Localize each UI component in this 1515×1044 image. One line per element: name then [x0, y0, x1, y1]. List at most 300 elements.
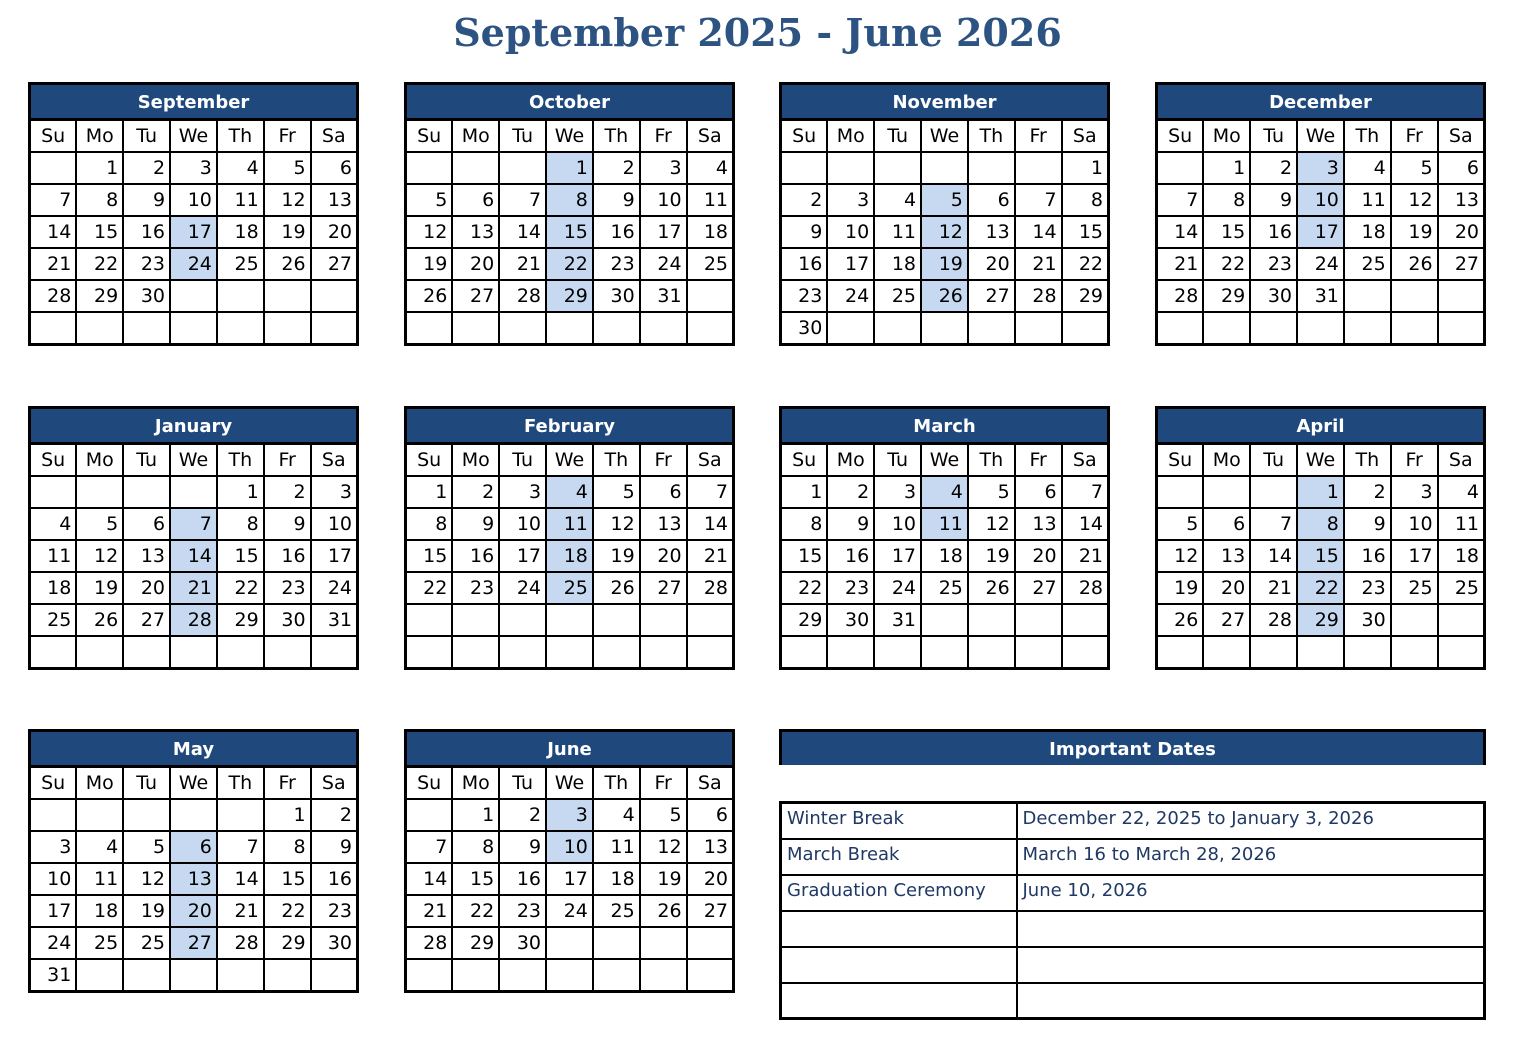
day-cell: 13 — [170, 863, 217, 895]
weekday-label: Sa — [687, 767, 734, 800]
important-date-label — [781, 947, 1017, 983]
day-cell: 28 — [1015, 280, 1062, 312]
day-cell: 29 — [546, 280, 593, 312]
weekday-label: Su — [406, 120, 453, 153]
day-cell: 26 — [921, 280, 968, 312]
weekday-label: Th — [217, 767, 264, 800]
weekday-label: Tu — [1250, 444, 1297, 477]
month-october — [404, 82, 735, 346]
weekday-label: Th — [593, 444, 640, 477]
week-row — [406, 216, 734, 248]
day-cell: 26 — [264, 248, 311, 280]
day-cell: 2 — [1344, 476, 1391, 508]
day-cell: 29 — [76, 280, 123, 312]
day-cell: 23 — [123, 248, 170, 280]
day-cell: 26 — [1391, 248, 1438, 280]
day-cell: 28 — [406, 927, 453, 959]
month-september — [28, 82, 359, 346]
day-cell: 30 — [264, 604, 311, 636]
day-cell — [406, 312, 453, 344]
week-row — [781, 604, 1109, 636]
day-cell — [76, 636, 123, 668]
day-cell — [1438, 636, 1485, 668]
day-cell — [1015, 152, 1062, 184]
week-row — [781, 248, 1109, 280]
day-cell — [640, 604, 687, 636]
important-date-label — [781, 983, 1017, 1019]
important-date-value — [1017, 983, 1485, 1019]
important-date-row — [781, 911, 1485, 947]
day-cell — [1015, 312, 1062, 345]
day-cell — [170, 312, 217, 344]
week-row — [1157, 572, 1485, 604]
week-row — [406, 248, 734, 280]
day-cell: 16 — [781, 248, 828, 280]
day-cell — [30, 799, 77, 831]
week-row — [406, 508, 734, 540]
day-cell: 12 — [76, 540, 123, 572]
day-cell: 22 — [452, 895, 499, 927]
day-cell: 30 — [499, 927, 546, 959]
day-cell: 17 — [1297, 216, 1344, 248]
weekday-label: Mo — [452, 767, 499, 800]
day-cell — [1391, 636, 1438, 668]
week-row — [781, 476, 1109, 508]
day-cell: 29 — [452, 927, 499, 959]
day-cell: 12 — [640, 831, 687, 863]
day-cell: 14 — [30, 216, 77, 248]
day-cell: 23 — [593, 248, 640, 280]
day-cell: 9 — [499, 831, 546, 863]
day-cell — [217, 312, 264, 344]
weekday-label: Th — [217, 120, 264, 153]
week-row — [30, 927, 358, 959]
day-cell — [452, 312, 499, 344]
day-cell: 30 — [593, 280, 640, 312]
week-row — [781, 508, 1109, 540]
month-february — [404, 406, 735, 670]
day-cell — [1391, 312, 1438, 344]
day-cell — [1344, 312, 1391, 344]
day-cell: 9 — [781, 216, 828, 248]
day-cell: 20 — [968, 248, 1015, 280]
day-cell: 11 — [874, 216, 921, 248]
month-grid — [404, 765, 735, 993]
day-cell — [264, 280, 311, 312]
day-cell: 5 — [921, 184, 968, 216]
day-cell: 6 — [311, 152, 358, 184]
week-row — [30, 604, 358, 636]
week-row — [781, 572, 1109, 604]
day-cell — [640, 312, 687, 344]
day-cell — [1250, 312, 1297, 344]
day-cell — [1157, 476, 1204, 508]
day-cell: 1 — [546, 152, 593, 184]
weekday-label: Fr — [264, 120, 311, 153]
day-cell: 9 — [1250, 184, 1297, 216]
day-cell: 14 — [1250, 540, 1297, 572]
day-cell: 1 — [1297, 476, 1344, 508]
day-cell: 8 — [1297, 508, 1344, 540]
day-cell — [76, 959, 123, 992]
day-cell: 30 — [827, 604, 874, 636]
day-cell: 18 — [687, 216, 734, 248]
day-cell: 4 — [1344, 152, 1391, 184]
day-cell: 7 — [499, 184, 546, 216]
day-cell: 8 — [1203, 184, 1250, 216]
week-row — [406, 540, 734, 572]
weekday-label: Fr — [1391, 444, 1438, 477]
month-name: October — [404, 82, 735, 118]
day-cell: 15 — [217, 540, 264, 572]
day-cell: 19 — [968, 540, 1015, 572]
weekday-label: Fr — [640, 767, 687, 800]
day-cell — [311, 636, 358, 668]
day-cell: 20 — [123, 572, 170, 604]
day-cell: 25 — [123, 927, 170, 959]
day-cell: 20 — [452, 248, 499, 280]
day-cell: 1 — [406, 476, 453, 508]
important-date-label — [781, 911, 1017, 947]
weekday-label: Mo — [1203, 444, 1250, 477]
day-cell: 30 — [781, 312, 828, 345]
week-row — [406, 959, 734, 991]
weekday-label: We — [546, 767, 593, 800]
day-cell — [1015, 604, 1062, 636]
day-cell: 3 — [30, 831, 77, 863]
important-dates-heading: Important Dates — [779, 729, 1486, 765]
day-cell — [1157, 152, 1204, 184]
month-grid — [28, 442, 359, 670]
day-cell: 31 — [1297, 280, 1344, 312]
day-cell: 24 — [499, 572, 546, 604]
day-cell: 23 — [1344, 572, 1391, 604]
day-cell: 9 — [593, 184, 640, 216]
day-cell: 7 — [1062, 476, 1109, 508]
weekday-label: Sa — [1438, 444, 1485, 477]
day-cell: 18 — [921, 540, 968, 572]
day-cell — [123, 476, 170, 508]
day-cell — [76, 476, 123, 508]
day-cell: 12 — [593, 508, 640, 540]
day-cell: 21 — [170, 572, 217, 604]
day-cell: 2 — [499, 799, 546, 831]
important-dates-panel — [779, 729, 1486, 1020]
month-march — [779, 406, 1110, 670]
day-cell: 11 — [593, 831, 640, 863]
day-cell: 22 — [546, 248, 593, 280]
weekday-label: Mo — [827, 120, 874, 153]
month-grid — [404, 442, 735, 670]
day-cell: 14 — [499, 216, 546, 248]
page-title: September 2025 - June 2026 — [453, 10, 1062, 55]
day-cell: 21 — [217, 895, 264, 927]
day-cell: 24 — [30, 927, 77, 959]
day-cell — [593, 927, 640, 959]
day-cell: 28 — [1250, 604, 1297, 636]
day-cell: 18 — [30, 572, 77, 604]
weekday-label: Tu — [123, 120, 170, 153]
weekday-label: Tu — [499, 120, 546, 153]
weekday-label: Tu — [874, 120, 921, 153]
important-date-label: March Break — [781, 839, 1017, 875]
day-cell: 27 — [968, 280, 1015, 312]
day-cell — [452, 604, 499, 636]
month-grid — [28, 765, 359, 993]
week-row — [406, 895, 734, 927]
day-cell: 11 — [687, 184, 734, 216]
day-cell: 11 — [546, 508, 593, 540]
day-cell: 5 — [123, 831, 170, 863]
day-cell: 17 — [499, 540, 546, 572]
week-row — [30, 152, 358, 184]
day-cell: 25 — [1438, 572, 1485, 604]
weekday-label: Sa — [311, 120, 358, 153]
day-cell: 1 — [1062, 152, 1109, 184]
day-cell — [874, 312, 921, 345]
day-cell: 15 — [76, 216, 123, 248]
day-cell: 23 — [827, 572, 874, 604]
day-cell: 12 — [1391, 184, 1438, 216]
day-cell: 3 — [1391, 476, 1438, 508]
week-row — [30, 280, 358, 312]
day-cell: 19 — [123, 895, 170, 927]
month-name: January — [28, 406, 359, 442]
important-date-row — [781, 875, 1485, 911]
day-cell: 10 — [874, 508, 921, 540]
weekday-label: Tu — [499, 444, 546, 477]
week-row — [30, 184, 358, 216]
day-cell: 9 — [311, 831, 358, 863]
week-row — [1157, 476, 1485, 508]
day-cell — [640, 636, 687, 668]
day-cell: 5 — [1391, 152, 1438, 184]
day-cell — [264, 636, 311, 668]
day-cell — [874, 636, 921, 668]
weekday-label: We — [1297, 444, 1344, 477]
day-cell: 2 — [264, 476, 311, 508]
day-cell — [687, 636, 734, 668]
day-cell: 15 — [1203, 216, 1250, 248]
week-row — [30, 895, 358, 927]
day-cell — [546, 636, 593, 668]
month-name: December — [1155, 82, 1486, 118]
day-cell: 16 — [593, 216, 640, 248]
important-date-row — [781, 983, 1485, 1019]
day-cell: 22 — [406, 572, 453, 604]
day-cell: 21 — [1015, 248, 1062, 280]
day-cell — [1438, 312, 1485, 344]
day-cell: 29 — [1203, 280, 1250, 312]
day-cell: 22 — [1062, 248, 1109, 280]
weekday-label: Mo — [452, 120, 499, 153]
day-cell — [1250, 476, 1297, 508]
day-cell: 15 — [1062, 216, 1109, 248]
month-may — [28, 729, 359, 993]
day-cell — [76, 312, 123, 344]
weekday-label: We — [921, 120, 968, 153]
day-cell: 13 — [968, 216, 1015, 248]
week-row — [30, 476, 358, 508]
day-cell — [311, 959, 358, 992]
week-row — [30, 312, 358, 344]
day-cell: 1 — [264, 799, 311, 831]
day-cell — [123, 799, 170, 831]
day-cell: 17 — [170, 216, 217, 248]
weekday-label: Sa — [687, 120, 734, 153]
day-cell: 23 — [1250, 248, 1297, 280]
day-cell: 27 — [1203, 604, 1250, 636]
month-name: September — [28, 82, 359, 118]
day-cell: 20 — [687, 863, 734, 895]
day-cell: 14 — [1157, 216, 1204, 248]
weekday-label: Su — [30, 120, 77, 153]
day-cell — [499, 152, 546, 184]
day-cell — [921, 604, 968, 636]
day-cell: 27 — [640, 572, 687, 604]
day-cell: 20 — [311, 216, 358, 248]
day-cell: 21 — [499, 248, 546, 280]
day-cell — [1250, 636, 1297, 668]
weekday-label: Th — [968, 444, 1015, 477]
day-cell — [593, 312, 640, 344]
weekday-label: We — [170, 444, 217, 477]
month-april — [1155, 406, 1486, 670]
day-cell: 12 — [406, 216, 453, 248]
day-cell: 22 — [264, 895, 311, 927]
month-name: March — [779, 406, 1110, 442]
day-cell: 16 — [1344, 540, 1391, 572]
weekday-label: We — [546, 120, 593, 153]
day-cell: 25 — [593, 895, 640, 927]
day-cell — [499, 604, 546, 636]
day-cell: 6 — [687, 799, 734, 831]
week-row — [781, 216, 1109, 248]
day-cell: 29 — [781, 604, 828, 636]
month-november — [779, 82, 1110, 346]
month-grid — [779, 442, 1110, 670]
day-cell: 7 — [1250, 508, 1297, 540]
day-cell: 1 — [452, 799, 499, 831]
weekday-label: Fr — [1391, 120, 1438, 153]
weekday-label: Sa — [311, 767, 358, 800]
important-date-value — [1017, 947, 1485, 983]
day-cell: 1 — [1203, 152, 1250, 184]
day-cell: 12 — [968, 508, 1015, 540]
day-cell — [687, 312, 734, 344]
week-row — [406, 312, 734, 344]
week-row — [1157, 248, 1485, 280]
day-cell: 18 — [546, 540, 593, 572]
day-cell: 21 — [1062, 540, 1109, 572]
day-cell: 15 — [264, 863, 311, 895]
day-cell: 16 — [264, 540, 311, 572]
day-cell: 14 — [1062, 508, 1109, 540]
day-cell: 3 — [311, 476, 358, 508]
weekday-label: Fr — [264, 444, 311, 477]
week-row — [406, 572, 734, 604]
day-cell: 9 — [1344, 508, 1391, 540]
day-cell: 13 — [1015, 508, 1062, 540]
day-cell: 15 — [452, 863, 499, 895]
day-cell: 20 — [640, 540, 687, 572]
day-cell: 3 — [827, 184, 874, 216]
day-cell: 31 — [874, 604, 921, 636]
week-row — [1157, 604, 1485, 636]
day-cell: 12 — [123, 863, 170, 895]
week-row — [30, 572, 358, 604]
day-cell: 3 — [874, 476, 921, 508]
day-cell: 18 — [1344, 216, 1391, 248]
day-cell: 26 — [406, 280, 453, 312]
day-cell — [1203, 476, 1250, 508]
day-cell — [1157, 636, 1204, 668]
week-row — [1157, 508, 1485, 540]
day-cell: 30 — [311, 927, 358, 959]
day-cell: 6 — [640, 476, 687, 508]
day-cell: 6 — [170, 831, 217, 863]
weekday-label: Sa — [687, 444, 734, 477]
day-cell — [30, 636, 77, 668]
day-cell: 27 — [1438, 248, 1485, 280]
weekday-label: Su — [1157, 120, 1204, 153]
day-cell: 25 — [921, 572, 968, 604]
week-row — [406, 831, 734, 863]
day-cell — [311, 312, 358, 344]
day-cell — [264, 312, 311, 344]
day-cell — [827, 636, 874, 668]
day-cell: 7 — [217, 831, 264, 863]
day-cell: 8 — [217, 508, 264, 540]
weekday-label: Th — [1344, 444, 1391, 477]
day-cell: 5 — [968, 476, 1015, 508]
week-row — [30, 636, 358, 668]
day-cell — [452, 636, 499, 668]
day-cell: 11 — [217, 184, 264, 216]
day-cell: 14 — [217, 863, 264, 895]
day-cell: 22 — [1203, 248, 1250, 280]
day-cell: 4 — [921, 476, 968, 508]
day-cell: 26 — [640, 895, 687, 927]
day-cell — [593, 959, 640, 991]
day-cell: 13 — [452, 216, 499, 248]
day-cell: 25 — [30, 604, 77, 636]
weekday-label: Sa — [1062, 120, 1109, 153]
month-name: May — [28, 729, 359, 765]
day-cell: 2 — [452, 476, 499, 508]
month-grid — [1155, 118, 1486, 346]
day-cell: 24 — [1297, 248, 1344, 280]
day-cell: 22 — [1297, 572, 1344, 604]
month-january — [28, 406, 359, 670]
day-cell — [546, 312, 593, 344]
day-cell: 5 — [1157, 508, 1204, 540]
day-cell: 1 — [781, 476, 828, 508]
day-cell — [546, 604, 593, 636]
day-cell — [123, 959, 170, 992]
day-cell — [968, 604, 1015, 636]
day-cell: 28 — [687, 572, 734, 604]
week-row — [406, 184, 734, 216]
day-cell: 18 — [76, 895, 123, 927]
weekday-label: Su — [30, 444, 77, 477]
day-cell: 2 — [123, 152, 170, 184]
weekday-label: Tu — [1250, 120, 1297, 153]
day-cell: 6 — [1203, 508, 1250, 540]
day-cell: 25 — [1391, 572, 1438, 604]
day-cell: 8 — [1062, 184, 1109, 216]
week-row — [1157, 636, 1485, 668]
